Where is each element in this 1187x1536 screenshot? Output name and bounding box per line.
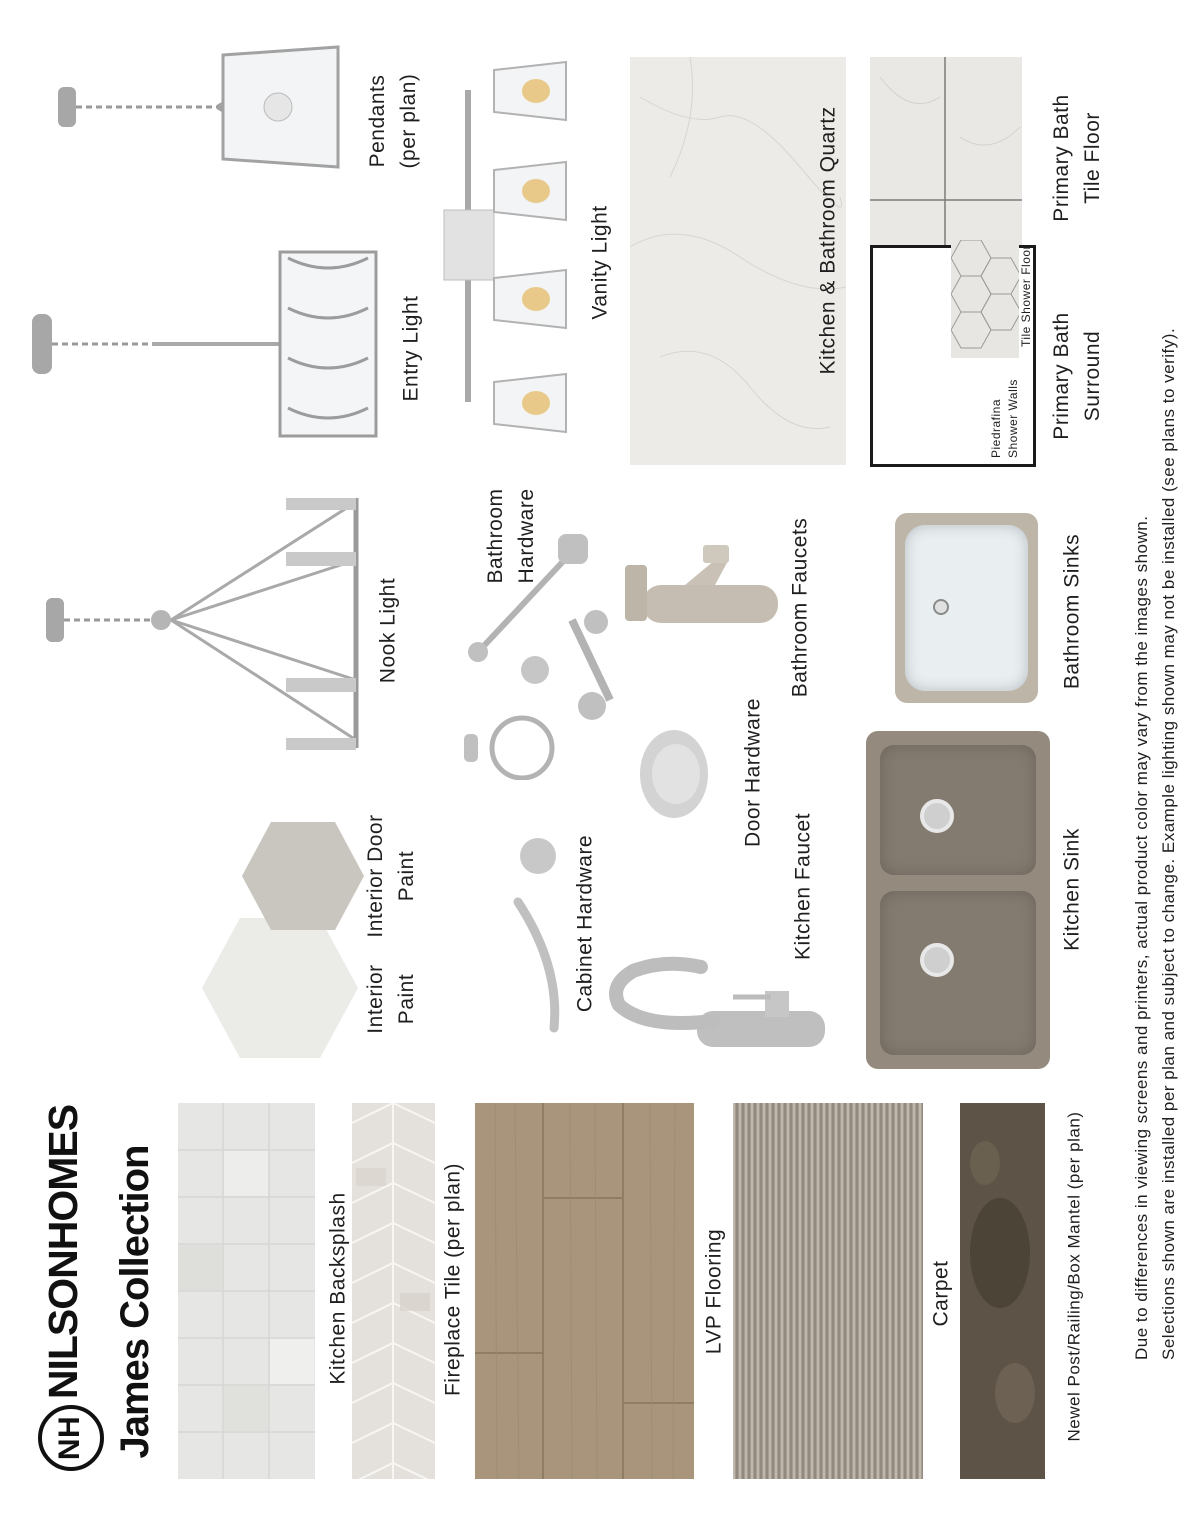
bathroom-sinks-label: Bathroom Sinks (1060, 533, 1084, 690)
nook-light-icon (46, 490, 368, 755)
door-hardware-label: Door Hardware (741, 698, 765, 847)
bathroom-sink-basin (905, 525, 1028, 691)
tile-shower-floor-swatch (951, 240, 1019, 358)
bathroom-sink-image (895, 513, 1038, 703)
interior-paint-swatch (200, 916, 360, 1060)
nh-logo-icon (38, 1405, 104, 1471)
pendants-line-2: (per plan) (397, 73, 420, 169)
cabinet-hardware-label: Cabinet Hardware (573, 834, 597, 1013)
pendants-line-1: Pendants (366, 74, 389, 168)
kitchen-sink-bowl-right (880, 891, 1036, 1055)
kitchen-sink-label: Kitchen Sink (1060, 828, 1084, 951)
interior-door-paint-label (360, 806, 422, 946)
bathroom-hardware-line-2: Hardware (515, 488, 538, 584)
bathroom-hardware-line-1: Bathroom (484, 488, 507, 584)
tile-floor-line-1: Primary Bath (1050, 94, 1073, 222)
disclaimer-line-1: Due to differences in viewing screens and printers, actual product color may vary from the images shown. (1132, 515, 1151, 1360)
fireplace-tile-label: Fireplace Tile (per plan) (441, 1162, 465, 1397)
primary-bath-surround-label (1046, 306, 1108, 446)
bathroom-faucets-label: Bathroom Faucets (788, 517, 812, 698)
quartz-label: Kitchen & Bathroom Quartz (816, 106, 840, 375)
entry-light-label: Entry Light (399, 295, 423, 402)
lvp-flooring-swatch (475, 1103, 694, 1479)
bathroom-hardware-label (480, 471, 542, 601)
carpet-label: Carpet (929, 1260, 953, 1327)
surround-line-2: Surround (1081, 330, 1104, 422)
pendants-label (362, 51, 424, 191)
interior-door-paint-line-2: Paint (395, 850, 418, 902)
bathroom-sink-drain-icon (933, 599, 949, 615)
primary-bath-floor-swatch (870, 57, 1022, 247)
carpet-swatch (733, 1103, 923, 1479)
piedrafina-label (988, 368, 1022, 458)
logo-text: NILSONHOMES (40, 1104, 86, 1400)
tile-shower-floor-label: Tile Shower Floor (1019, 244, 1033, 348)
primary-bath-tile-floor-label (1046, 88, 1108, 228)
fireplace-tile-swatch (352, 1103, 435, 1479)
collection-title: James Collection (113, 1145, 157, 1459)
entry-light-icon (32, 248, 382, 438)
cabinet-hardware-icon (510, 836, 570, 1036)
vanity-light-icon (440, 60, 570, 435)
kitchen-faucet-label: Kitchen Faucet (791, 812, 815, 961)
logo-initials: NH (53, 1415, 86, 1461)
bathroom-faucet-icon (625, 545, 780, 625)
surround-line-1: Primary Bath (1050, 312, 1073, 440)
kitchen-sink-drain-right-icon (920, 943, 954, 977)
interior-paint-line-2: Paint (395, 973, 418, 1025)
disclaimer (1128, 327, 1182, 1360)
tile-floor-line-2: Tile Floor (1081, 112, 1104, 204)
disclaimer-line-2: Selections shown are installed per plan and subject to change. Example lighting shown may not be installed (see plans to verify). (1159, 327, 1178, 1360)
interior-paint-line-1: Interior (364, 964, 387, 1034)
vanity-light-label: Vanity Light (588, 205, 612, 320)
pendant-light-icon (58, 45, 343, 170)
newel-post-label: Newel Post/Railing/Box Mantel (per plan) (1064, 1111, 1084, 1442)
lvp-flooring-label: LVP Flooring (702, 1228, 726, 1355)
interior-door-paint-line-1: Interior Door (364, 814, 387, 938)
nook-light-label: Nook Light (376, 577, 400, 684)
newel-post-swatch (960, 1103, 1045, 1479)
kitchen-sink-drain-left-icon (920, 799, 954, 833)
piedrafina-line-1: Piedrafina (989, 398, 1003, 458)
door-hardware-icon (636, 724, 716, 824)
interior-paint-label (360, 954, 422, 1044)
kitchen-sink-image (866, 731, 1050, 1069)
kitchen-backsplash-swatch (178, 1103, 315, 1479)
interior-door-paint-swatch (240, 820, 366, 932)
kitchen-backsplash-label: Kitchen Backsplash (326, 1192, 350, 1385)
piedrafina-line-2: Shower Walls (1006, 379, 1020, 458)
kitchen-sink-bowl-left (880, 745, 1036, 875)
